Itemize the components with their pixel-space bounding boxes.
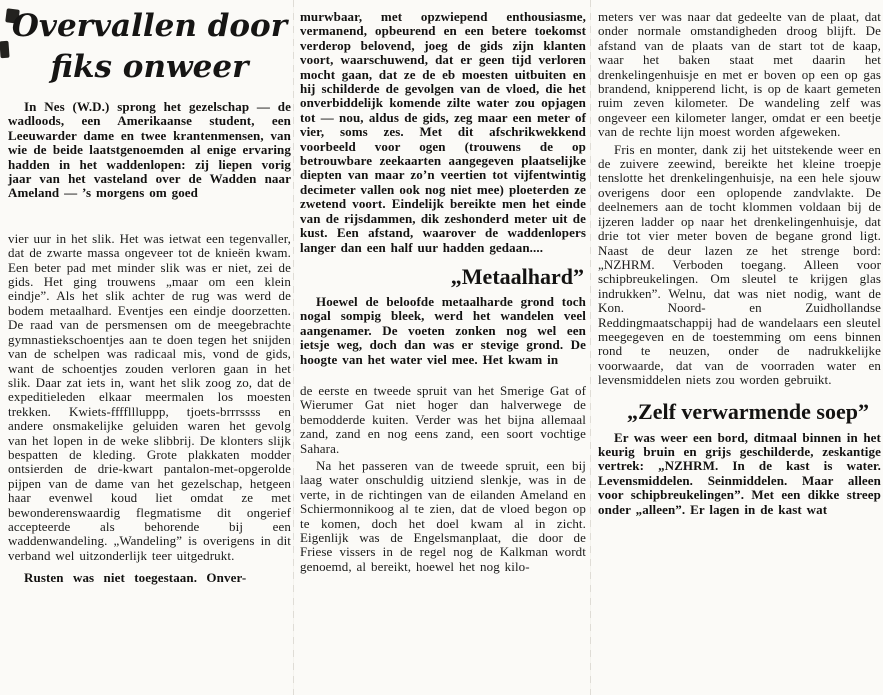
fris-en-monter-paragraph: Fris en monter, dank zij het uitstekende weer en de zuivere zeewind, bereikte het kleine troepje tenslotte het drenkelingenhuisje, na een hele sjouw overigens door een oplopende zandvlakte. De deelnemers aan de tocht klommen voldaan bij de ijzeren ladder op naar het drenkelingenhuisje, dat drie tot vier meter boven de begane grond ligt. Naast de deur lazen ze het strenge bord: „NZHRM. Verboden toegang. Alleen voor schipbreukelingen. Om sleutel te krijgen glas indrukken”. Welnu, dat was niet nodig, want de Kon. Noord- en Zuidhollandse Reddingmaatschappij had de wandelaars een sleutel meegegeven en de toestemming om eens binnen rond te neuzen, onder de nadrukkelijke voorwaarde, dat van de voorraden water en levensmiddelen niets zou worden gebruikt. [598, 141, 881, 388]
continued-paragraph-col2: murwbaar, met opzwiepend enthousiasme, vermanend, opbeurend en een betere toekomst verderop belovend, joeg de gids zijn klanten voort, waarschuwend, dat er geen tijd verloren mocht gaan, dat ze de eb moesten uitbuiten en hij schilderde de gevolgen van de vloed, die het onverbiddelijk komende zilte water zou opjagen tot — nou, aldus de gids, zeg maar een meter of vier, soms zes. Met dit afschrikwekkend voorbeeld voor ogen (trouwens de op betrouwbare zeekaarten aangegeven plaatselijke diepten van maar zo’n veertien tot vijfentwintig decimeter vallen ook nog niet mee) ploeterden ze zwetend voort. Eindelijk bereikte men het einde van de rijsdammen, dik zeshonderd meter uit de kust. Een afstand, waarover de waddenlopers langer dan een half uur hadden gedaan.... [300, 9, 586, 255]
bord-paragraph: Er was weer een bord, ditmaal binnen in het keurig bruin en grijs geschilderde, zeskantige vertrek: „NZHRM. In de kast is water. Levensmiddelen. Seinmiddelen. Maar alleen voor schipbreukelingen”. Met een dikke streep onder „alleen”. Er lagen in de kast wat [598, 429, 881, 517]
subheading-metaalhard: „Metaalhard” [450, 263, 584, 289]
spruit-paragraph: de eerste en tweede spruit van het Smerige Gat of Wierumer Gat niet hoger dan halverwege de bemodderde kuiten. Verder was het bijna allemaal zand, zand en nog eens zand, een soort vochtige Sahara. [300, 382, 586, 456]
article-headline [8, 6, 291, 88]
subheading-zelf-verwarmende-soep: „Zelf verwarmende soep” [627, 398, 869, 424]
intro-paragraph: In Nes (W.D.) sprong het gezelschap — de wadloods, een Amerikaanse student, een Leeuwarder dame en twee krantenmensen, van wie de beide laatstgenoemden al enige ervaring hadden in het waddenlopen: zij liepen vorig jaar van het vasteland over de Wadden naar Ameland — ’s morgens om goed [8, 99, 291, 201]
headline-line-1: Overvallen door [11, 8, 288, 44]
column-divider-rule [590, 0, 591, 695]
hoewel-paragraph: Hoewel de beloofde metaalharde grond toch nogal sompig bleek, werd het wandelen veel aangenamer. De voeten zonken nog wel een ietsje weg, doch dan was er stevige grond. De hoogte van het water viel mee. Het kwam in [300, 293, 586, 367]
body-paragraph-col1: vier uur in het slik. Het was ietwat een tegenvaller, dat de zwarte massa ongeveer tot de knieën kwam. Een beter pad met minder slik was er niet, zei de gids. Het ging trouwens „maar om een klein eindje”. Als het slik achter de rug was werd de bodem metaalhard. Eventjes een eindje doorzetten. De raad van de persmensen om de meegebrachte gymnastiekschoentjes aan te doen tegen het snijden van de schelpen was radicaal mis, vond de gids, want de schoentjes zouden verloren gaan in het slik. Daar zat iets in, want het slik zoog zo, dat de expeditieleden elkaar meermalen los moesten trekken. Kwiets-ffffllluppp, tjoets-brrrssss en andere onsmakelijke geluiden waren het gevolg van het lopen in de weke slibbrij. De klonters slijk bespatten de kleding. Grote plakkaten modder ontsierden de drie-kwart pantalon-met-opgerolde pijpen van de dame van het gezelschap, hetgeen haar evenwel koud liet omdat ze met bewonderenswaardig flegmatisme dit ongerief accepteerde als behorende bij een waddenwandeling. „Wandeling” is overigens in dit verband wel uitzonderlijk teer uitgedrukt. [8, 230, 291, 563]
rusten-paragraph: Rusten was niet toegestaan. Onver- [24, 570, 247, 586]
column-3 [598, 0, 881, 517]
continued-paragraph-col3: meters ver was naar dat gedeelte van de plaat, dat onder normale omstandigheden droog blijft. De afstand van de plaats van de start tot de kaap, waar het baken staat met daarin het drenkelingenhuisje en met er boven op een op gas brandend, knipperend licht, is op de kaart gemeten ruim zeven kilometer. De wandeling zelf was ongeveer een kilometer langer, omdat er een beetje van de rechte lijn moest worden afgeweken. [598, 9, 881, 140]
column-divider-rule [293, 0, 294, 695]
column-1 [8, 0, 291, 586]
headline-line-2: fiks onweer [50, 49, 249, 85]
column-2 [300, 0, 586, 574]
na-passeren-paragraph: Na het passeren van de tweede spruit, een bij laag water onschuldig uitziend slenkje, was in de verte, in de richtingen van de eilanden Ameland en Schiermonnikoog al te zien, dat de vloed begon op te komen, doch het doel kwam al in zicht. Eigenlijk was de Engelsmanplaat, die door de Friese vissers in de regel nog de Kalkman wordt genoemd, al bereikt, hoewel het nog kilo- [300, 457, 586, 574]
